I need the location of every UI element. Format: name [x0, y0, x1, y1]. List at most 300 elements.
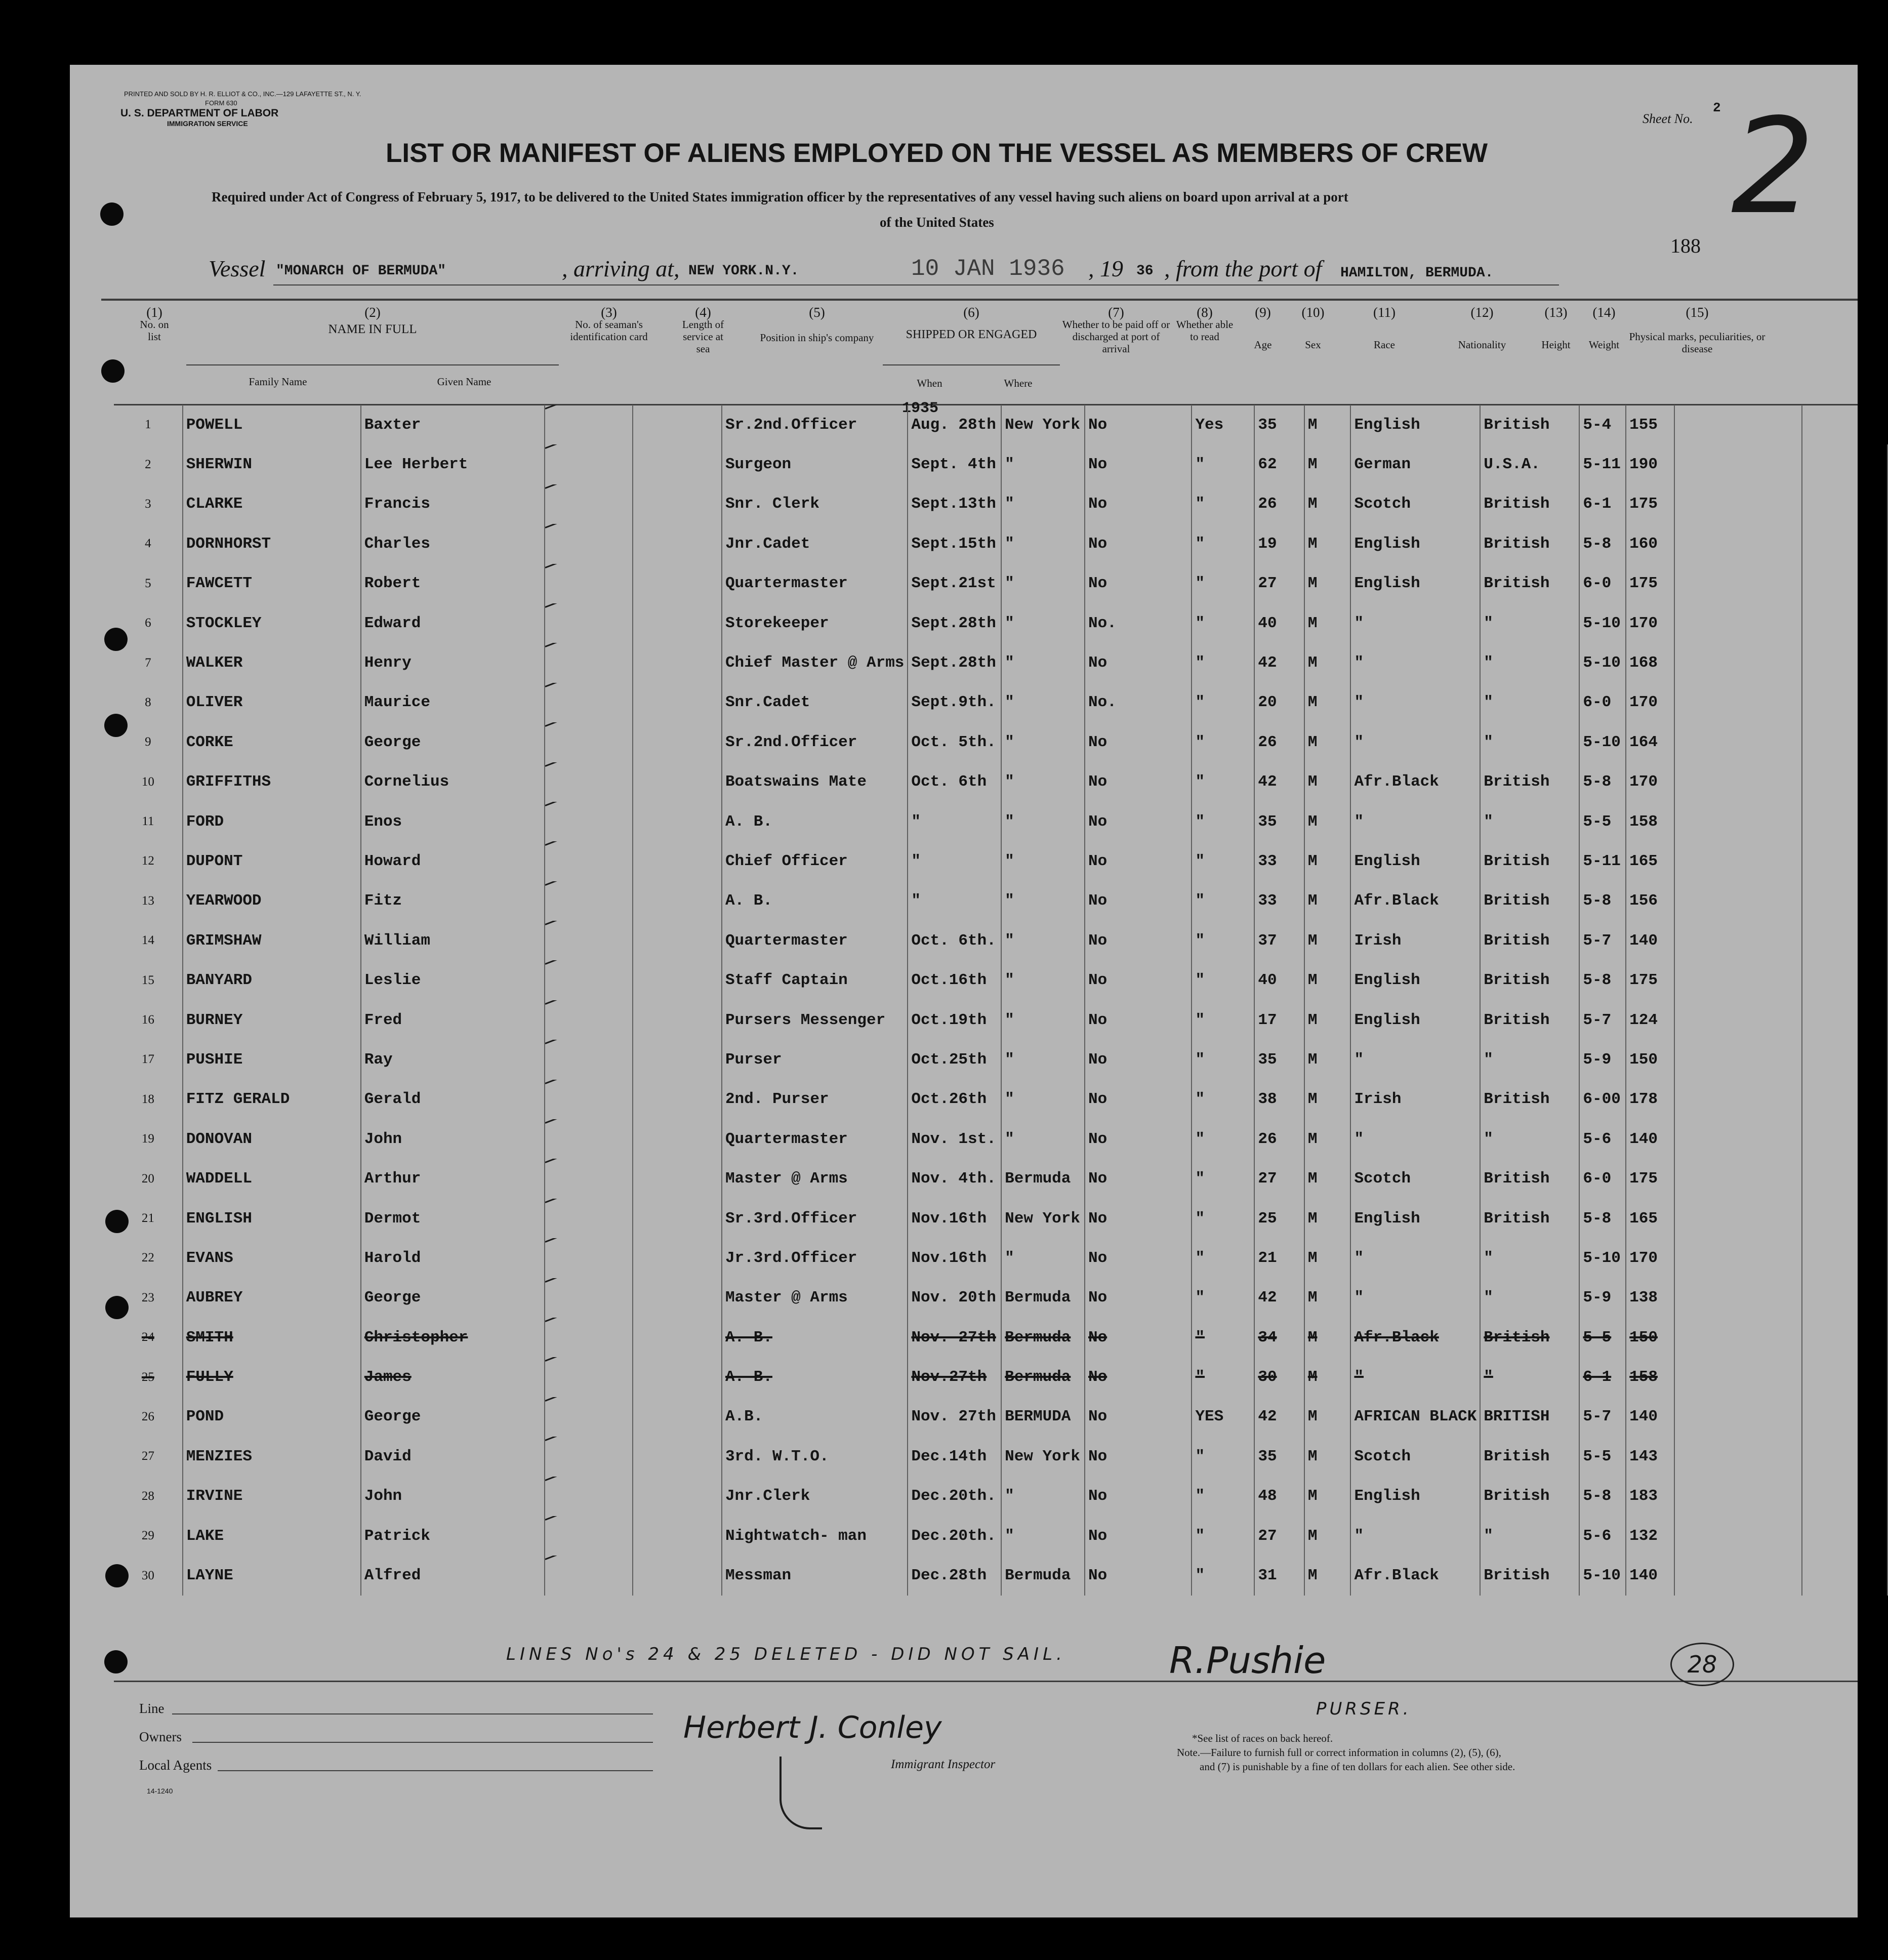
position: Master @ Arms: [722, 1278, 908, 1318]
physical-marks-cell: [1674, 1080, 1802, 1119]
family-name: OLIVER: [183, 683, 361, 722]
id-card-cell: [545, 524, 633, 563]
margin-cell: [1802, 960, 1887, 1000]
able-to-read: ": [1192, 1357, 1254, 1397]
id-card-cell: [545, 1159, 633, 1198]
service-length-cell: [633, 1080, 722, 1119]
purser-signature: R.Pushie: [1169, 1639, 1326, 1682]
paid-off: No: [1085, 802, 1192, 841]
height: 5-8: [1579, 1199, 1626, 1238]
height: 5-8: [1579, 881, 1626, 921]
sex: M: [1304, 1318, 1351, 1357]
table-row: [114, 603, 1887, 643]
nationality: British: [1480, 564, 1579, 603]
family-name: STOCKLEY: [183, 603, 361, 643]
service-length-cell: [633, 405, 722, 444]
given-name: William: [361, 921, 545, 960]
given-name: Christopher: [361, 1318, 545, 1357]
table-top-border: [101, 299, 1858, 301]
position: Sr.3rd.Officer: [722, 1199, 908, 1238]
margin-cell: [1802, 1318, 1887, 1357]
ditto-slash-mark: [545, 1556, 616, 1560]
shipped-where: ": [1001, 1238, 1085, 1278]
position: A. B.: [722, 1357, 908, 1397]
given-name: Harold: [361, 1238, 545, 1278]
id-card-cell: [545, 1000, 633, 1040]
id-card-cell: [545, 1318, 633, 1357]
table-row: [114, 762, 1887, 802]
nationality: ": [1480, 1040, 1579, 1079]
table-row: [114, 1199, 1887, 1238]
sex: M: [1304, 643, 1351, 682]
given-name: John: [361, 1119, 545, 1159]
position: A. B.: [722, 1318, 908, 1357]
agents-field: [218, 1770, 653, 1771]
margin-cell: [1802, 1159, 1887, 1198]
row-number: 10: [114, 762, 183, 802]
race: English: [1350, 405, 1480, 444]
row-number: 21: [114, 1199, 183, 1238]
paid-off: No: [1085, 1437, 1192, 1476]
margin-cell: [1802, 1357, 1887, 1397]
able-to-read: ": [1192, 841, 1254, 881]
sex: M: [1304, 683, 1351, 722]
given-name: Charles: [361, 524, 545, 563]
able-to-read: ": [1192, 722, 1254, 762]
race: Afr.Black: [1350, 1318, 1480, 1357]
able-to-read: ": [1192, 484, 1254, 524]
age: 35: [1254, 405, 1304, 444]
col-6-header: (6) SHIPPED OR ENGAGED: [906, 305, 1037, 341]
row-number: 17: [114, 1040, 183, 1079]
physical-marks-cell: [1674, 683, 1802, 722]
margin-cell: [1802, 1516, 1887, 1556]
nationality: British: [1480, 762, 1579, 802]
id-card-cell: [545, 1199, 633, 1238]
given-name: Henry: [361, 643, 545, 682]
race: AFRICAN BLACK: [1350, 1397, 1480, 1437]
nationality: U.S.A.: [1480, 444, 1579, 484]
sex: M: [1304, 1437, 1351, 1476]
service-length-cell: [633, 1318, 722, 1357]
table-row: [114, 881, 1887, 921]
sex: M: [1304, 1199, 1351, 1238]
shipped-where: New York: [1001, 1437, 1085, 1476]
shipped-when: Sept.13th: [908, 484, 1001, 524]
ditto-slash-mark: [545, 1318, 616, 1322]
age: 26: [1254, 484, 1304, 524]
shipped-when: ": [908, 802, 1001, 841]
arrival-date-stamp: 10 JAN 1936: [911, 256, 1065, 282]
paid-off: No: [1085, 762, 1192, 802]
able-to-read: ": [1192, 1437, 1254, 1476]
nationality: British: [1480, 1477, 1579, 1516]
given-name: Lee Herbert: [361, 444, 545, 484]
age: 62: [1254, 444, 1304, 484]
paid-off: No: [1085, 722, 1192, 762]
ditto-slash-mark: [545, 484, 616, 489]
margin-cell: [1802, 881, 1887, 921]
family-name: AUBREY: [183, 1278, 361, 1318]
shipped-when: Oct.26th: [908, 1080, 1001, 1119]
paid-off: No: [1085, 1000, 1192, 1040]
family-name: BANYARD: [183, 960, 361, 1000]
family-name: PUSHIE: [183, 1040, 361, 1079]
paid-off: No: [1085, 484, 1192, 524]
shipped-when: Oct. 6th: [908, 762, 1001, 802]
able-to-read: ": [1192, 1080, 1254, 1119]
physical-marks-cell: [1674, 405, 1802, 444]
family-name: ENGLISH: [183, 1199, 361, 1238]
col-1-header: (1) No. on list: [140, 305, 169, 343]
margin-cell: [1802, 1040, 1887, 1079]
ditto-slash-mark: [545, 1000, 616, 1005]
shipped-when: Dec.20th.: [908, 1516, 1001, 1556]
service-length-cell: [633, 762, 722, 802]
margin-cell: [1802, 1238, 1887, 1278]
weight: 170: [1626, 762, 1674, 802]
position: Jr.3rd.Officer: [722, 1238, 908, 1278]
shipped-where: ": [1001, 1516, 1085, 1556]
table-row: [114, 1040, 1887, 1079]
row-number: 25: [114, 1357, 183, 1397]
paid-off: No: [1085, 1397, 1192, 1437]
id-card-cell: [545, 1238, 633, 1278]
sex: M: [1304, 444, 1351, 484]
physical-marks-cell: [1674, 1000, 1802, 1040]
weight: 143: [1626, 1437, 1674, 1476]
given-name: Robert: [361, 564, 545, 603]
given-name: Leslie: [361, 960, 545, 1000]
shipped-when: Dec.14th: [908, 1437, 1001, 1476]
id-card-cell: [545, 564, 633, 603]
department: U. S. DEPARTMENT OF LABOR: [120, 107, 279, 119]
id-card-cell: [545, 1080, 633, 1119]
col-11-header: (11) Race: [1373, 305, 1396, 351]
shipped-when: Dec.28th: [908, 1556, 1001, 1595]
ditto-slash-mark: [545, 1278, 616, 1283]
given-name: Dermot: [361, 1199, 545, 1238]
row-number: 19: [114, 1119, 183, 1159]
arriving-port: NEW YORK.N.Y.: [688, 263, 799, 279]
able-to-read: ": [1192, 444, 1254, 484]
nationality: British: [1480, 881, 1579, 921]
sex: M: [1304, 1080, 1351, 1119]
shipped-where: New York: [1001, 405, 1085, 444]
shipped-where: ": [1001, 1119, 1085, 1159]
height: 5-11: [1579, 841, 1626, 881]
nationality: ": [1480, 722, 1579, 762]
sub-header-rule: [883, 364, 1060, 365]
ditto-slash-mark: [545, 1357, 616, 1362]
nationality: ": [1480, 1357, 1579, 1397]
height: 5-6: [1579, 1516, 1626, 1556]
race: ": [1350, 1357, 1480, 1397]
shipped-when: Nov. 20th: [908, 1278, 1001, 1318]
weight: 160: [1626, 524, 1674, 563]
service-length-cell: [633, 1437, 722, 1476]
physical-marks-cell: [1674, 524, 1802, 563]
service-length-cell: [633, 1357, 722, 1397]
shipped-where: ": [1001, 683, 1085, 722]
table-row: [114, 405, 1887, 444]
paid-off: No: [1085, 1199, 1192, 1238]
table-row: [114, 841, 1887, 881]
weight: 138: [1626, 1278, 1674, 1318]
given-name: Arthur: [361, 1159, 545, 1198]
able-to-read: ": [1192, 1040, 1254, 1079]
nationality: British: [1480, 1080, 1579, 1119]
service-length-cell: [633, 524, 722, 563]
position: Nightwatch- man: [722, 1516, 908, 1556]
margin-cell: [1802, 1080, 1887, 1119]
sex: M: [1304, 1397, 1351, 1437]
shipped-when: Oct. 6th.: [908, 921, 1001, 960]
form-number: FORM 630: [205, 99, 237, 107]
shipped-when: Nov. 4th.: [908, 1159, 1001, 1198]
physical-marks-cell: [1674, 1159, 1802, 1198]
height: 5-10: [1579, 722, 1626, 762]
age: 42: [1254, 1278, 1304, 1318]
ditto-slash-mark: [545, 1238, 616, 1243]
physical-marks-cell: [1674, 1437, 1802, 1476]
service-length-cell: [633, 802, 722, 841]
sex: M: [1304, 1556, 1351, 1595]
year-suffix: 36: [1136, 263, 1154, 279]
able-to-read: ": [1192, 960, 1254, 1000]
weight: 178: [1626, 1080, 1674, 1119]
race: ": [1350, 1278, 1480, 1318]
races-note: *See list of races on back hereof.: [1192, 1732, 1333, 1744]
nationality: ": [1480, 603, 1579, 643]
row-number: 26: [114, 1397, 183, 1437]
shipped-when: Oct. 5th.: [908, 722, 1001, 762]
physical-marks-cell: [1674, 1238, 1802, 1278]
ditto-slash-mark: [545, 1477, 616, 1481]
able-to-read: ": [1192, 1477, 1254, 1516]
family-name: WALKER: [183, 643, 361, 682]
able-to-read: ": [1192, 762, 1254, 802]
row-number: 4: [114, 524, 183, 563]
paid-off: No: [1085, 1080, 1192, 1119]
sex: M: [1304, 960, 1351, 1000]
sex: M: [1304, 603, 1351, 643]
paid-off: No: [1085, 1516, 1192, 1556]
position: Quartermaster: [722, 1119, 908, 1159]
ditto-slash-mark: [545, 1119, 616, 1124]
position: Chief Master @ Arms: [722, 643, 908, 682]
weight: 170: [1626, 1238, 1674, 1278]
family-name: DONOVAN: [183, 1119, 361, 1159]
row-number: 29: [114, 1516, 183, 1556]
paid-off: No: [1085, 1278, 1192, 1318]
shipped-when: Nov. 27th: [908, 1318, 1001, 1357]
ditto-slash-mark: [545, 524, 616, 528]
id-card-cell: [545, 1437, 633, 1476]
shipped-when: Sept.28th: [908, 643, 1001, 682]
sex: M: [1304, 1357, 1351, 1397]
physical-marks-cell: [1674, 960, 1802, 1000]
age: 42: [1254, 643, 1304, 682]
margin-cell: [1802, 1397, 1887, 1437]
ditto-slash-mark: [545, 1199, 616, 1203]
inspector-signature: Herbert J. Conley: [683, 1710, 942, 1745]
shipped-when: Aug. 28th: [908, 405, 1001, 444]
given-name: George: [361, 1278, 545, 1318]
position: 3rd. W.T.O.: [722, 1437, 908, 1476]
id-card-cell: [545, 1397, 633, 1437]
race: ": [1350, 802, 1480, 841]
ditto-slash-mark: [545, 802, 616, 806]
shipped-where: ": [1001, 484, 1085, 524]
shipped-where: ": [1001, 762, 1085, 802]
shipped-where: ": [1001, 1080, 1085, 1119]
table-row: [114, 1119, 1887, 1159]
given-name: Enos: [361, 802, 545, 841]
able-to-read: ": [1192, 683, 1254, 722]
position: Master @ Arms: [722, 1159, 908, 1198]
id-card-cell: [545, 1119, 633, 1159]
height: 5-9: [1579, 1278, 1626, 1318]
family-name: FORD: [183, 802, 361, 841]
subtitle-1: Required under Act of Congress of February 5, 1917, to be delivered to the United States immigration officer by the representatives of any vessel having such aliens on board upon arrival at a port: [212, 189, 1348, 205]
row-number: 8: [114, 683, 183, 722]
id-card-cell: [545, 1040, 633, 1079]
shipped-when: Sept. 4th: [908, 444, 1001, 484]
service-length-cell: [633, 1040, 722, 1079]
table-row: [114, 524, 1887, 563]
given-name: Fitz: [361, 881, 545, 921]
col-7-header: (7) Whether to be paid off or discharged at port of arrival: [1062, 305, 1170, 355]
row-number: 12: [114, 841, 183, 881]
row-number: 1: [114, 405, 183, 444]
age: 19: [1254, 524, 1304, 563]
service-length-cell: [633, 1477, 722, 1516]
col-15-header: (15) Physical marks, peculiarities, or disease: [1629, 305, 1766, 355]
height: 5-7: [1579, 921, 1626, 960]
race: Afr.Black: [1350, 762, 1480, 802]
shipped-when: Dec.20th.: [908, 1477, 1001, 1516]
shipped-where: ": [1001, 444, 1085, 484]
form-code: 14-1240: [147, 1787, 173, 1795]
weight: 170: [1626, 603, 1674, 643]
family-name: MENZIES: [183, 1437, 361, 1476]
sex: M: [1304, 841, 1351, 881]
nationality: British: [1480, 1437, 1579, 1476]
position: A.B.: [722, 1397, 908, 1437]
service-length-cell: [633, 1119, 722, 1159]
table-row: [114, 683, 1887, 722]
penalty-note-2: and (7) is punishable by a fine of ten dollars for each alien. See other side.: [1200, 1761, 1515, 1773]
shipped-where: ": [1001, 841, 1085, 881]
margin-cell: [1802, 1119, 1887, 1159]
agents-label: Local Agents: [139, 1758, 212, 1773]
weight: 156: [1626, 881, 1674, 921]
margin-cell: [1802, 841, 1887, 881]
nationality: ": [1480, 683, 1579, 722]
family-name: LAYNE: [183, 1556, 361, 1595]
race: English: [1350, 524, 1480, 563]
height: 6-1: [1579, 1357, 1626, 1397]
weight: 155: [1626, 405, 1674, 444]
height: 6-0: [1579, 1159, 1626, 1198]
physical-marks-cell: [1674, 643, 1802, 682]
age: 26: [1254, 1119, 1304, 1159]
col-6b-header: Where: [1004, 377, 1033, 389]
weight: 175: [1626, 484, 1674, 524]
margin-cell: [1802, 603, 1887, 643]
paid-off: No: [1085, 564, 1192, 603]
nationality: British: [1480, 1318, 1579, 1357]
height: 5-6: [1579, 1119, 1626, 1159]
race: ": [1350, 1238, 1480, 1278]
subtitle-2: of the United States: [880, 215, 994, 230]
given-name: Fred: [361, 1000, 545, 1040]
ditto-slash-mark: [545, 960, 616, 965]
id-card-cell: [545, 444, 633, 484]
margin-cell: [1802, 405, 1887, 444]
paid-off: No: [1085, 405, 1192, 444]
col-6a-header: When: [917, 377, 942, 389]
row-number: 3: [114, 484, 183, 524]
age: 30: [1254, 1357, 1304, 1397]
height: 5-5: [1579, 1437, 1626, 1476]
race: ": [1350, 603, 1480, 643]
col-8-header: (8) Whether able to read: [1176, 305, 1234, 343]
paid-off: No: [1085, 1238, 1192, 1278]
service-length-cell: [633, 1000, 722, 1040]
ditto-slash-mark: [545, 921, 616, 925]
given-name: Howard: [361, 841, 545, 881]
sex: M: [1304, 1477, 1351, 1516]
shipped-where: ": [1001, 960, 1085, 1000]
given-name: Patrick: [361, 1516, 545, 1556]
sub-header-rule: [186, 364, 559, 365]
margin-cell: [1802, 643, 1887, 682]
row-number: 23: [114, 1278, 183, 1318]
service-length-cell: [633, 1199, 722, 1238]
height: 5-10: [1579, 643, 1626, 682]
shipped-when: Sept.15th: [908, 524, 1001, 563]
position: 2nd. Purser: [722, 1080, 908, 1119]
paid-off: No: [1085, 1357, 1192, 1397]
row-number: 2: [114, 444, 183, 484]
ditto-slash-mark: [545, 841, 616, 846]
height: 5-11: [1579, 444, 1626, 484]
sex: M: [1304, 1278, 1351, 1318]
able-to-read: ": [1192, 1199, 1254, 1238]
position: Snr.Cadet: [722, 683, 908, 722]
id-card-cell: [545, 921, 633, 960]
table-row: [114, 1556, 1887, 1595]
height: 6-0: [1579, 564, 1626, 603]
table-row: [114, 1238, 1887, 1278]
position: Jnr.Cadet: [722, 524, 908, 563]
paid-off: No: [1085, 1556, 1192, 1595]
nationality: BRITISH: [1480, 1397, 1579, 1437]
margin-cell: [1802, 444, 1887, 484]
nationality: ": [1480, 643, 1579, 682]
age: 35: [1254, 1437, 1304, 1476]
family-name: FAWCETT: [183, 564, 361, 603]
col-2b-header: Given Name: [437, 376, 491, 388]
race: ": [1350, 1516, 1480, 1556]
able-to-read: ": [1192, 564, 1254, 603]
given-name: Alfred: [361, 1556, 545, 1595]
id-card-cell: [545, 722, 633, 762]
race: Scotch: [1350, 1437, 1480, 1476]
deleted-lines-note: LINES No's 24 & 25 DELETED - DID NOT SAIL.: [506, 1644, 1066, 1664]
